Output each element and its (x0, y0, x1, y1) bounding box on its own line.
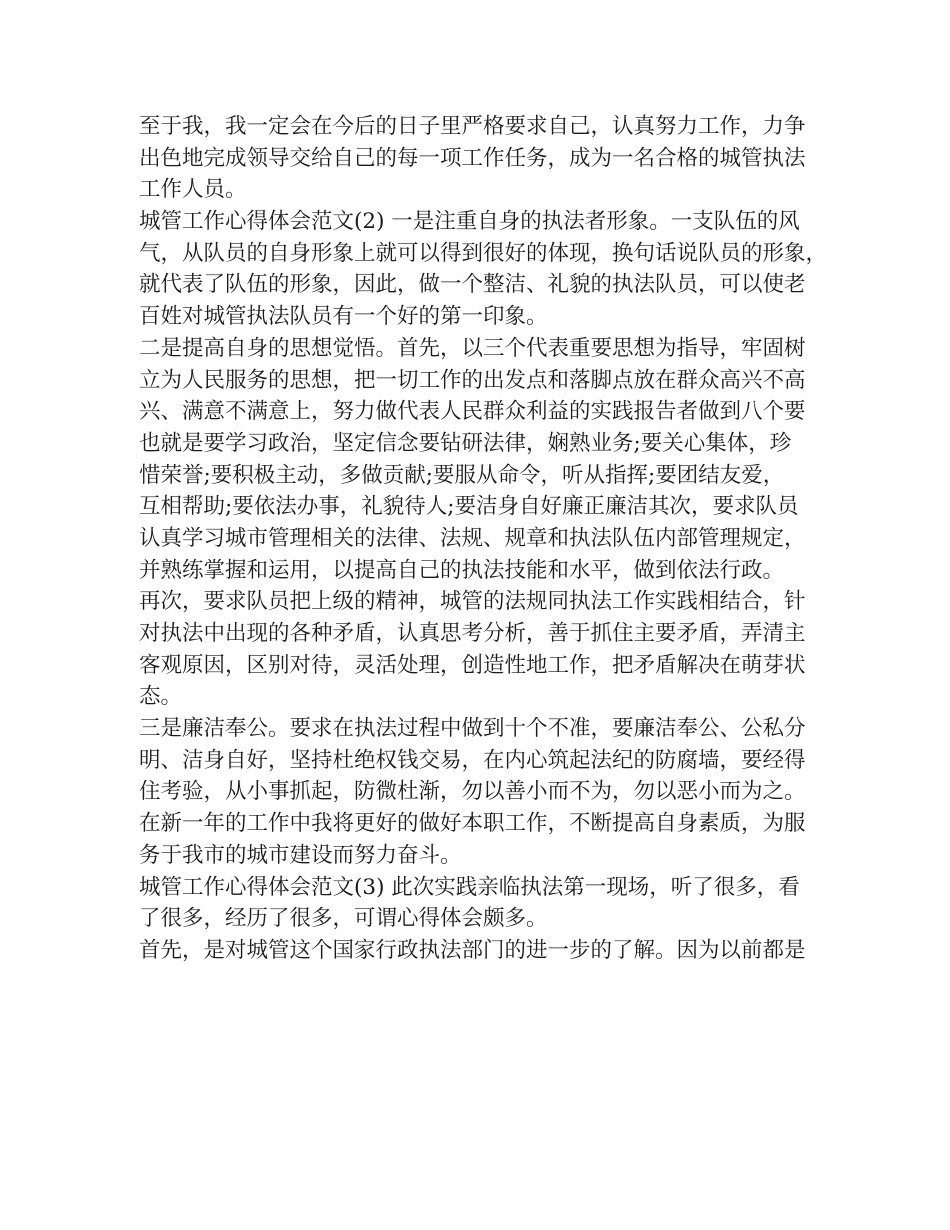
text-line: 也就是要学习政治，坚定信念要钻研法律，娴熟业务;要关心集体，珍 (139, 430, 792, 456)
text-line: 了很多，经历了很多，可谓心得体会颇多。 (139, 906, 548, 932)
text-line: 惜荣誉;要积极主动，多做贡献;要服从命令，听从指挥;要团结友爱， (139, 462, 785, 488)
text-line: 三是廉洁奉公。要求在执法过程中做到十个不准，要廉洁奉公、公私分 (139, 716, 806, 742)
text-line: 对执法中出现的各种矛盾，认真思考分析，善于抓住主要矛盾，弄清主 (139, 621, 806, 646)
text-line: 城管工作心得体会范文(2) 一是注重自身的执法者形象。一支队伍的风 (139, 209, 800, 235)
text-line: 气，从队员的自身形象上就可以得到很好的体现，换句话说队员的形象， (139, 240, 828, 266)
text-line: 兴、满意不满意上，努力做代表人民群众利益的实践报告者做到八个要 (139, 399, 806, 425)
text-line: 认真学习城市管理相关的法律、法规、规章和执法队伍内部管理规定， (139, 525, 806, 551)
text-line: 住考验，从小事抓起，防微杜渐，勿以善小而不为，勿以恶小而为之。 (139, 779, 806, 805)
body-text (139, 111, 829, 967)
text-line: 立为人民服务的思想，把一切工作的出发点和落脚点放在群众高兴不高 (139, 367, 806, 393)
text-line: 务于我市的城市建设而努力奋斗。 (139, 842, 462, 868)
text-line: 至于我，我一定会在今后的日子里严格要求自己，认真努力工作，力争 (139, 114, 806, 139)
text-line: 态。 (139, 684, 183, 710)
text-line: 再次，要求队员把上级的精神，城管的法规同执法工作实践相结合，针 (139, 589, 806, 615)
text-line: 出色地完成领导交给自己的每一项工作任务，成为一名合格的城管执法 (139, 145, 806, 171)
text-line: 在新一年的工作中我将更好的做好本职工作，不断提高自身素质，为服 (139, 811, 806, 837)
text-line: 二是提高自身的思想觉悟。首先，以三个代表重要思想为指导，牢固树 (139, 335, 806, 361)
text-line: 首先，是对城管这个国家行政执法部门的进一步的了解。因为以前都是 (139, 937, 806, 963)
text-line: 客观原因，区别对待，灵活处理，创造性地工作，把矛盾解决在萌芽状 (139, 652, 806, 678)
text-line: 就代表了队伍的形象，因此，做一个整洁、礼貌的执法队员，可以使老 (139, 272, 806, 298)
text-line: 明、洁身自好，坚持杜绝权钱交易，在内心筑起法纪的防腐墙，要经得 (139, 747, 806, 773)
text-line: 工作人员。 (139, 177, 247, 203)
text-line: 城管工作心得体会范文(3) 此次实践亲临执法第一现场，听了很多，看 (139, 874, 800, 900)
text-line: 并熟练掌握和运用，以提高自己的执法技能和水平，做到依法行政。 (139, 557, 785, 583)
text-line: 互相帮助;要依法办事，礼貌待人;要洁身自好廉正廉洁其次，要求队员 (139, 494, 799, 520)
text-line: 百姓对城管执法队员有一个好的第一印象。 (139, 304, 548, 330)
